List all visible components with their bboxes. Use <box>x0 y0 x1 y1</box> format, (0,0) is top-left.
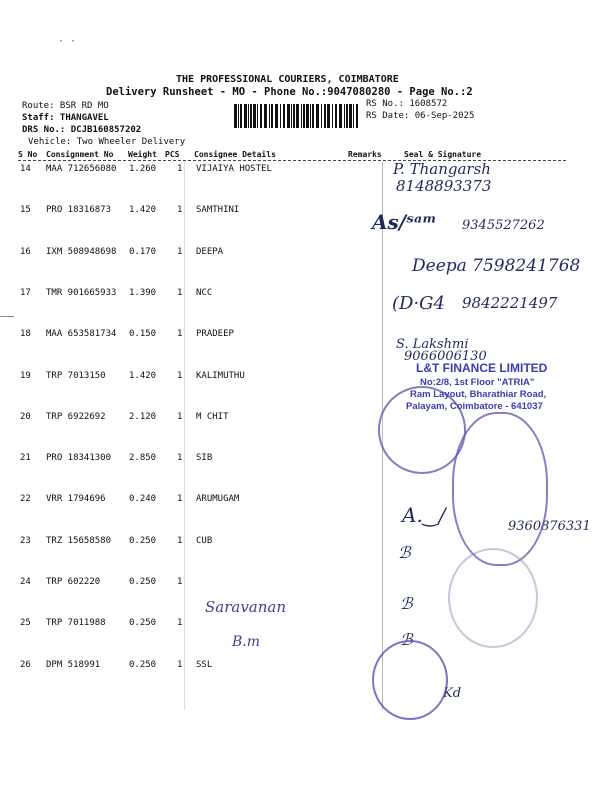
row-sno: 22 <box>20 494 31 504</box>
row-pcs: 1 <box>177 494 183 504</box>
scan-speck: · · <box>58 36 77 47</box>
barcode <box>234 104 360 128</box>
col-remarks: Remarks <box>348 150 382 159</box>
barcode-bar <box>291 104 292 128</box>
row-consignee: M CHIT <box>196 412 229 422</box>
punch-mark <box>0 316 14 317</box>
row-consignment: IXM 508948698 <box>46 247 117 257</box>
barcode-bar <box>296 104 299 128</box>
row-weight: 0.250 <box>129 536 157 546</box>
stamp-line-1: No:2/8, 1st Floor "ATRIA" <box>420 377 535 388</box>
barcode-bar <box>293 104 295 128</box>
barcode-bar <box>260 104 262 128</box>
barcode-bar <box>316 104 319 128</box>
row-weight: 0.170 <box>129 247 157 257</box>
row-consignment: MAA 653581734 <box>46 329 117 339</box>
row-consignment: TRP 7013150 <box>46 371 106 381</box>
barcode-bar <box>303 104 305 128</box>
drs-number: DRS No.: DCJB160857202 <box>22 125 142 135</box>
barcode-bar <box>234 104 237 128</box>
row-consignment: MAA 712656080 <box>46 164 117 174</box>
faint-seal-stamp <box>448 548 538 648</box>
col-seal: Seal & Signature <box>404 150 482 159</box>
row-weight: 0.250 <box>129 618 157 628</box>
signature-25-mark: ℬ <box>400 630 413 649</box>
barcode-bar <box>240 104 242 128</box>
barcode-bar <box>306 104 309 128</box>
row-consignee: SIB <box>196 453 213 463</box>
row-consignment: TRP 6922692 <box>46 412 106 422</box>
row-weight: 1.260 <box>129 164 157 174</box>
barcode-bar <box>324 104 326 128</box>
row-pcs: 1 <box>177 288 183 298</box>
barcode-bar <box>327 104 330 128</box>
signature-26-mark: Kd <box>443 686 462 701</box>
barcode-bar <box>346 104 348 128</box>
col-consignee: Consignee Details <box>194 150 276 159</box>
barcode-bar <box>344 104 345 128</box>
row-consignment: TRP 602220 <box>46 577 101 587</box>
row-sno: 20 <box>20 412 31 422</box>
row-weight: 2.120 <box>129 412 157 422</box>
row-pcs: 1 <box>177 371 183 381</box>
barcode-bar <box>253 104 256 128</box>
barcode-bar <box>287 104 290 128</box>
barcode-bar <box>321 104 322 128</box>
row-consignee: DEEPA <box>196 247 224 257</box>
sales-seal-stamp <box>372 640 448 720</box>
row-pcs: 1 <box>177 329 183 339</box>
col-pcs: PCS <box>165 150 180 159</box>
row-sno: 21 <box>20 453 31 463</box>
stamp-line-3: Palayam, Coimbatore - 641037 <box>406 401 543 412</box>
row-consignee: PRADEEP <box>196 329 234 339</box>
row-sno: 16 <box>20 247 31 257</box>
row-sno: 24 <box>20 577 31 587</box>
row-sno: 23 <box>20 536 31 546</box>
row-pcs: 1 <box>177 247 183 257</box>
barcode-bar <box>312 104 314 128</box>
row-sno: 15 <box>20 205 31 215</box>
signature-22-mark: A.‿/ <box>402 503 446 527</box>
route: Route: BSR RD MO <box>22 101 109 111</box>
row-pcs: 1 <box>177 412 183 422</box>
company-title: THE PROFESSIONAL COURIERS, COIMBATORE <box>176 74 399 85</box>
signature-14: P. Thangarsh <box>393 160 491 178</box>
barcode-bar <box>248 104 249 128</box>
barcode-bar <box>332 104 333 128</box>
signature-17-mark: (D·G4 <box>392 293 446 314</box>
row-consignee: VIJAIYA HOSTEL <box>196 164 272 174</box>
row-pcs: 1 <box>177 164 183 174</box>
barcode-bar <box>339 104 342 128</box>
row-pcs: 1 <box>177 660 183 670</box>
row-pcs: 1 <box>177 536 183 546</box>
signature-15-mark: As/ˢᵃᵐ <box>372 210 437 234</box>
row-pcs: 1 <box>177 205 183 215</box>
row-consignment: TRZ 15658580 <box>46 536 112 546</box>
barcode-bar <box>238 104 239 128</box>
consignee-column-divider <box>184 162 185 710</box>
col-consignment: Consignment No <box>46 150 114 159</box>
handwritten-consignee-25: B.m <box>232 634 261 650</box>
row-consignment: TMR 901665933 <box>46 288 117 298</box>
col-sno: S No <box>18 150 38 159</box>
barcode-bar <box>244 104 247 128</box>
vehicle: Vehicle: Two Wheeler Delivery <box>28 137 186 147</box>
signature-15-phone: 9345527262 <box>462 218 545 233</box>
barcode-bar <box>301 104 302 128</box>
row-consignee: CUB <box>196 536 213 546</box>
col-weight: Weight <box>128 150 157 159</box>
staff: Staff: THANGAVEL <box>22 113 109 123</box>
row-sno: 14 <box>20 164 31 174</box>
row-weight: 1.390 <box>129 288 157 298</box>
row-weight: 0.240 <box>129 494 157 504</box>
signature-22-phone: 9360876331 <box>508 519 591 534</box>
barcode-bar <box>250 104 252 128</box>
signature-16: Deepa 7598241768 <box>412 256 581 276</box>
signature-23-mark: ℬ <box>398 543 411 562</box>
barcode-bar <box>335 104 337 128</box>
row-pcs: 1 <box>177 618 183 628</box>
bank-seal-stamp <box>452 412 548 566</box>
row-weight: 0.250 <box>129 577 157 587</box>
barcode-bar <box>349 104 352 128</box>
row-consignment: TRP 7011988 <box>46 618 106 628</box>
barcode-bar <box>271 104 273 128</box>
row-weight: 0.250 <box>129 660 157 670</box>
signature-18-mark: S. Lakshmi <box>396 337 469 352</box>
signature-18-phone: 9066006130 <box>404 349 487 364</box>
row-sno: 19 <box>20 371 31 381</box>
row-weight: 2.850 <box>129 453 157 463</box>
barcode-bar <box>275 104 278 128</box>
stamp-line-2: Ram Layout, Bharathiar Road, <box>410 389 547 400</box>
row-weight: 1.420 <box>129 205 157 215</box>
rs-date: RS Date: 06-Sep-2025 <box>366 111 475 121</box>
barcode-bar <box>257 104 258 128</box>
barcode-bar <box>280 104 281 128</box>
barcode-bar <box>310 104 311 128</box>
row-consignee: KALIMUTHU <box>196 371 245 381</box>
signature-17-phone: 9842221497 <box>462 294 558 312</box>
row-sno: 17 <box>20 288 31 298</box>
row-consignee: SSL <box>196 660 213 670</box>
row-weight: 1.420 <box>129 371 157 381</box>
row-sno: 18 <box>20 329 31 339</box>
handwritten-consignee-24: Saravanan <box>205 598 287 616</box>
row-consignee: NCC <box>196 288 213 298</box>
rs-number: RS No.: 1608572 <box>366 99 448 109</box>
row-sno: 25 <box>20 618 31 628</box>
signature-14-phone: 8148893373 <box>396 177 492 195</box>
row-pcs: 1 <box>177 453 183 463</box>
row-consignment: VRR 1794696 <box>46 494 106 504</box>
stamp-company: L&T FINANCE LIMITED <box>416 361 548 375</box>
row-consignment: DPM 518991 <box>46 660 101 670</box>
barcode-bar <box>353 104 354 128</box>
signature-24-mark: ℬ <box>400 594 413 613</box>
runsheet-title: Delivery Runsheet - MO - Phone No.:9047080280 - Page No.:2 <box>106 86 473 98</box>
row-consignee: ARUMUGAM <box>196 494 240 504</box>
row-sno: 26 <box>20 660 31 670</box>
barcode-bar <box>356 104 358 128</box>
row-consignee: SAMTHINI <box>196 205 240 215</box>
row-weight: 0.150 <box>129 329 157 339</box>
row-consignment: PRO 18316873 <box>46 205 112 215</box>
row-pcs: 1 <box>177 577 183 587</box>
barcode-bar <box>283 104 285 128</box>
barcode-bar <box>264 104 267 128</box>
row-consignment: PRO 18341300 <box>46 453 112 463</box>
barcode-bar <box>269 104 270 128</box>
